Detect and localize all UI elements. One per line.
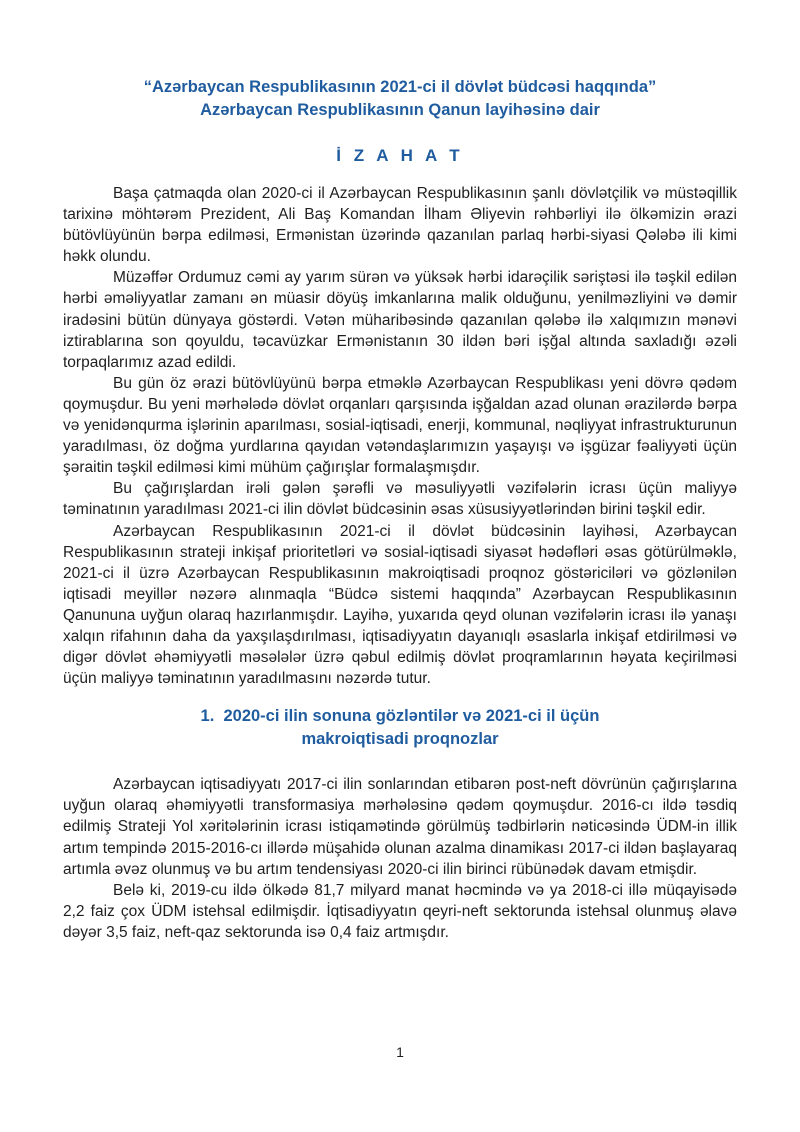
intro-section: [63, 183, 737, 689]
document-title-line-2: Azərbaycan Respublikasının Qanun layihəsinə dair: [200, 101, 600, 119]
document-title: [63, 76, 737, 122]
body-paragraph: Müzəffər Ordumuz cəmi ay yarım sürən və yüksək hərbi idarəçilik səriştəsi ilə təşkil edilən hərbi əməliyyatlar zamanı ən müasir döyüş imkanlarına malik olduğunu, yenilməzliyini və dəmir iradəsini bütün dünyaya göstərdi. Vətən müharibəsində qazanılan qələbə ilə xalqımızın mənəvi iztirablarına son qoyuldu, təcavüzkar Ermənistanın 30 ildən bəri işğal altında saxladığı əzəli torpaqlarımız azad edildi.: [63, 269, 737, 371]
page-number: 1: [396, 1044, 404, 1060]
section-1-body: [63, 774, 737, 943]
body-paragraph: Bu gün öz ərazi bütövlüyünü bərpa etməklə Azərbaycan Respublikası yeni dövrə qədəm qoymuşdur. Bu yeni mərhələdə dövlət orqanları qarşısında işğaldan azad olunan ərazilərdə bərpa və yenidənqurma işlərinin aparılması, sosial-iqtisadi, enerji, kommunal, nəqliyyat infrastrukturunun yaradılması, öz doğma yurdlarına qayıdan vətəndaşlarımızın yaşayışı və işgüzar fəaliyyəti üçün şəraitin təşkil edilməsi kimi mühüm çağırışlar formalaşmışdır.: [63, 374, 737, 477]
document-title-line-1: “Azərbaycan Respublikasının 2021-ci il dövlət büdcəsi haqqında”: [143, 78, 657, 96]
izahat-heading: İ Z A H A T: [336, 146, 464, 165]
body-paragraph: Başa çatmaqda olan 2020-ci il Azərbaycan Respublikasının şanlı dövlətçilik və müstəqillik tarixinə möhtərəm Prezident, Ali Baş Komandan İlham Əliyevin rəhbərliyi ilə ölkəmizin ərazi bütövlüyünün bərpa edilməsi, Ermənistan üzərində qazanılan parlaq hərbi-siyasi Qələbə ili kimi həkk olundu.: [63, 185, 737, 266]
body-paragraph: Belə ki, 2019-cu ildə ölkədə 81,7 milyard manat həcmində və ya 2018-ci illə müqayisədə 2,2 faiz çox ÜDM istehsal edilmişdir. İqtisadiyyatın qeyri-neft sektorunda istehsal olunmuş əlavə dəyər 3,5 faiz, neft-qaz sektorunda isə 0,4 faiz artmışdır.: [63, 881, 737, 941]
section-1-heading: 1. 2020-ci ilin sonuna gözləntilər və 2021-ci il üçün makroiqtisadi proqnozlar: [200, 707, 600, 749]
body-paragraph: Bu çağırışlardan irəli gələn şərəfli və məsuliyyətli vəzifələrin icrası üçün maliyyə təminatının yaradılması 2021-ci ilin dövlət büdcəsinin əsas xüsusiyyətlərindən birini təşkil edir.: [63, 480, 737, 519]
body-paragraph: Azərbaycan iqtisadiyyatı 2017-ci ilin sonlarından etibarən post-neft dövrünün çağırışlarına uyğun olaraq əhəmiyyətli transformasiya mərhələsinə qədəm qoymuşdur. 2016-cı ildə təsdiq edilmiş Strateji Yol xəritələrinin icrası istiqamətində görülmüş tədbirlərin nəticəsində ÜDM-in illik artım tempində 2015-2016-cı illərdə müşahidə olunan azalma dinamikası 2017-ci ildən başlayaraq artımla əvəz olunmuş və bu artım tendensiyası 2020-ci ilin birinci rübünədək davam etmişdir.: [63, 776, 737, 878]
body-paragraph: Azərbaycan Respublikasının 2021-ci il dövlət büdcəsinin layihəsi, Azərbaycan Respublikasının strateji inkişaf prioritetləri və sosial-iqtisadi siyasət hədəfləri əsas götürülməklə, 2021-ci il üzrə Azərbaycan Respublikasının makroiqtisadi proqnoz göstəriciləri və gözlənilən iqtisadi meyillər nəzərə alınmaqla “Büdcə sistemi haqqında” Azərbaycan Respublikasının Qanununa uyğun olaraq hazırlanmışdır. Layihə, yuxarıda qeyd olunan vəzifələrin icrası ilə yanaşı xalqın rifahının daha da yaxşılaşdırılması, iqtisadiyyatın dayanıqlı əsaslarla inkişaf etdirilməsi və digər dövlət əhəmiyyətli məsələlər üzrə qəbul edilmiş dövlət proqramlarının həyata keçirilməsi üçün maliyyə təminatının yaradılmasını nəzərdə tutur.: [63, 522, 737, 688]
